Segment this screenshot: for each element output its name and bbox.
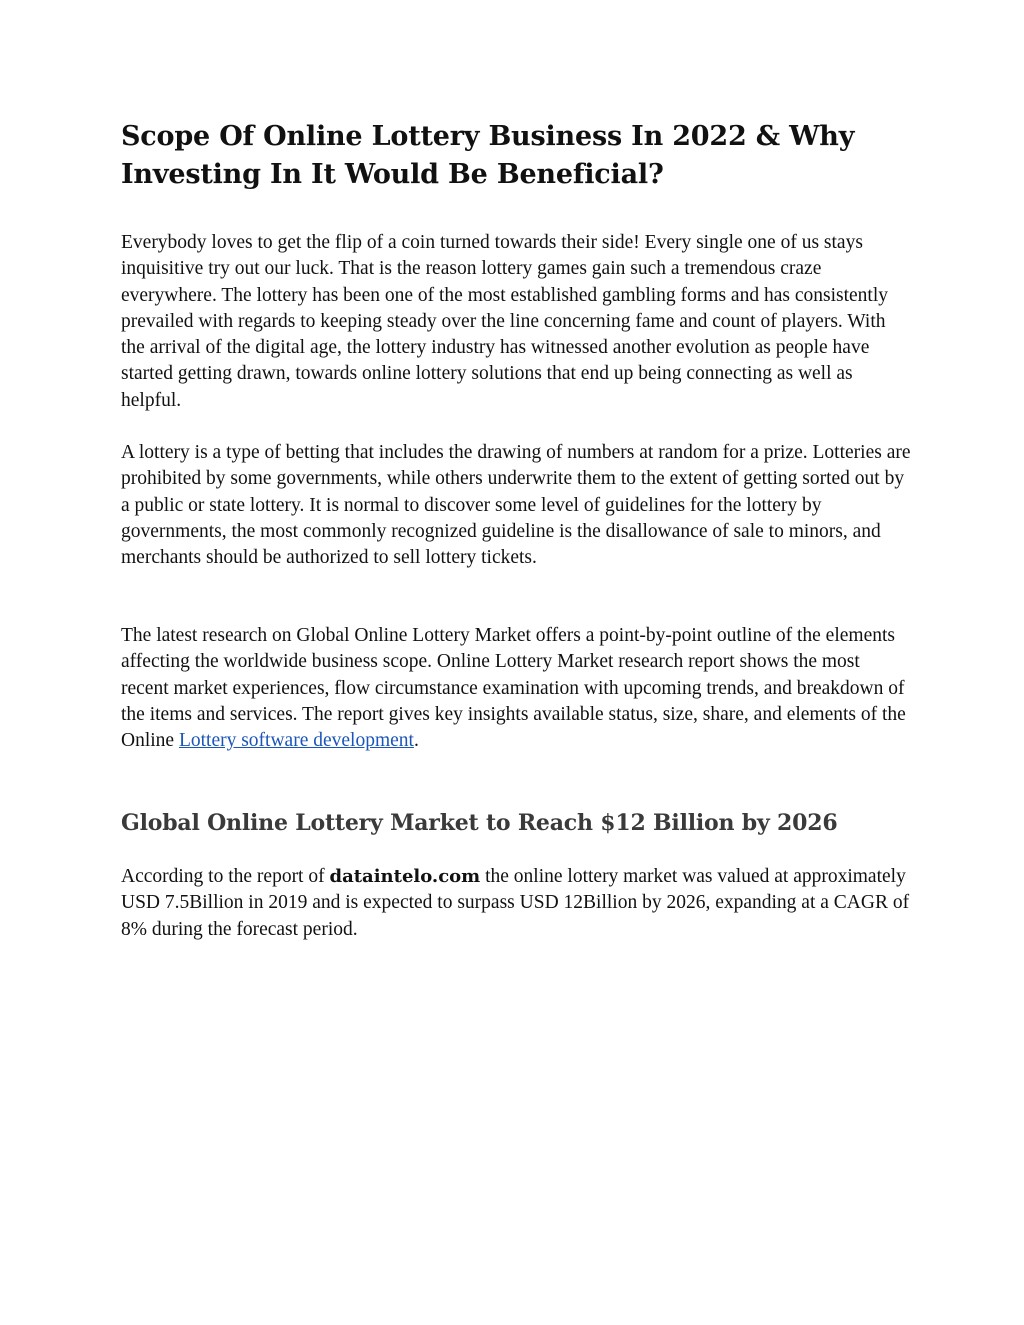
market-research-paragraph: [121, 623, 911, 754]
lottery-definition-paragraph: A lottery is a type of betting that includes the drawing of numbers at random for a prize. Lotteries are prohibited by some governments, while others underwrite them to the extent of getting sorted out by a public or state lottery. It is normal to discover some level of guidelines for the lottery by governments, the most commonly recognized guideline is the disallowance of sale to minors, and merchants should be authorized to sell lottery tickets.: [121, 442, 911, 569]
title-line-2: Investing In It Would Be Beneficial?: [121, 159, 664, 190]
document-page: [121, 118, 911, 940]
report-source: dataintelo.com: [329, 866, 481, 887]
intro-paragraph: Everybody loves to get the flip of a coin turned towards their side! Every single one of us stays inquisitive try out our luck. That is the reason lottery games gain such a tremendous craze everywhere. The lottery has been one of the most established gambling forms and has consistently prevailed with regards to keeping steady over the line concerning fame and count of players. With the arrival of the digital age, the lottery industry has witnessed another evolution as people have started getting drawn, towards online lottery solutions that end up being connecting as well as helpful.: [121, 232, 888, 411]
report-intro-text: According to the report of: [121, 866, 330, 887]
document-title: [121, 118, 911, 194]
title-line-1: Scope Of Online Lottery Business In 2022 & Why: [121, 121, 855, 152]
report-details-text: the online lottery market was valued at approximately USD 7.5Billion in 2019 and is expected to surpass USD 12Billion by 2026, expanding at a CAGR of 8% during the forecast period.: [121, 866, 910, 940]
lottery-software-development-link[interactable]: Lottery software development: [178, 730, 414, 752]
market-heading: Global Online Lottery Market to Reach $12 Billion by 2026: [121, 810, 838, 836]
market-research-period: .: [413, 730, 419, 752]
market-report-paragraph: [121, 864, 911, 943]
market-research-text: The latest research on Global Online Lottery Market offers a point-by-point outline of the elements affecting the worldwide business scope. Online Lottery Market research report shows the most recent market experiences, flow circumstance examination with upcoming trends, and breakdown of the items and services. The report gives key insights available status, size, share, and elements of the Online: [121, 625, 906, 752]
